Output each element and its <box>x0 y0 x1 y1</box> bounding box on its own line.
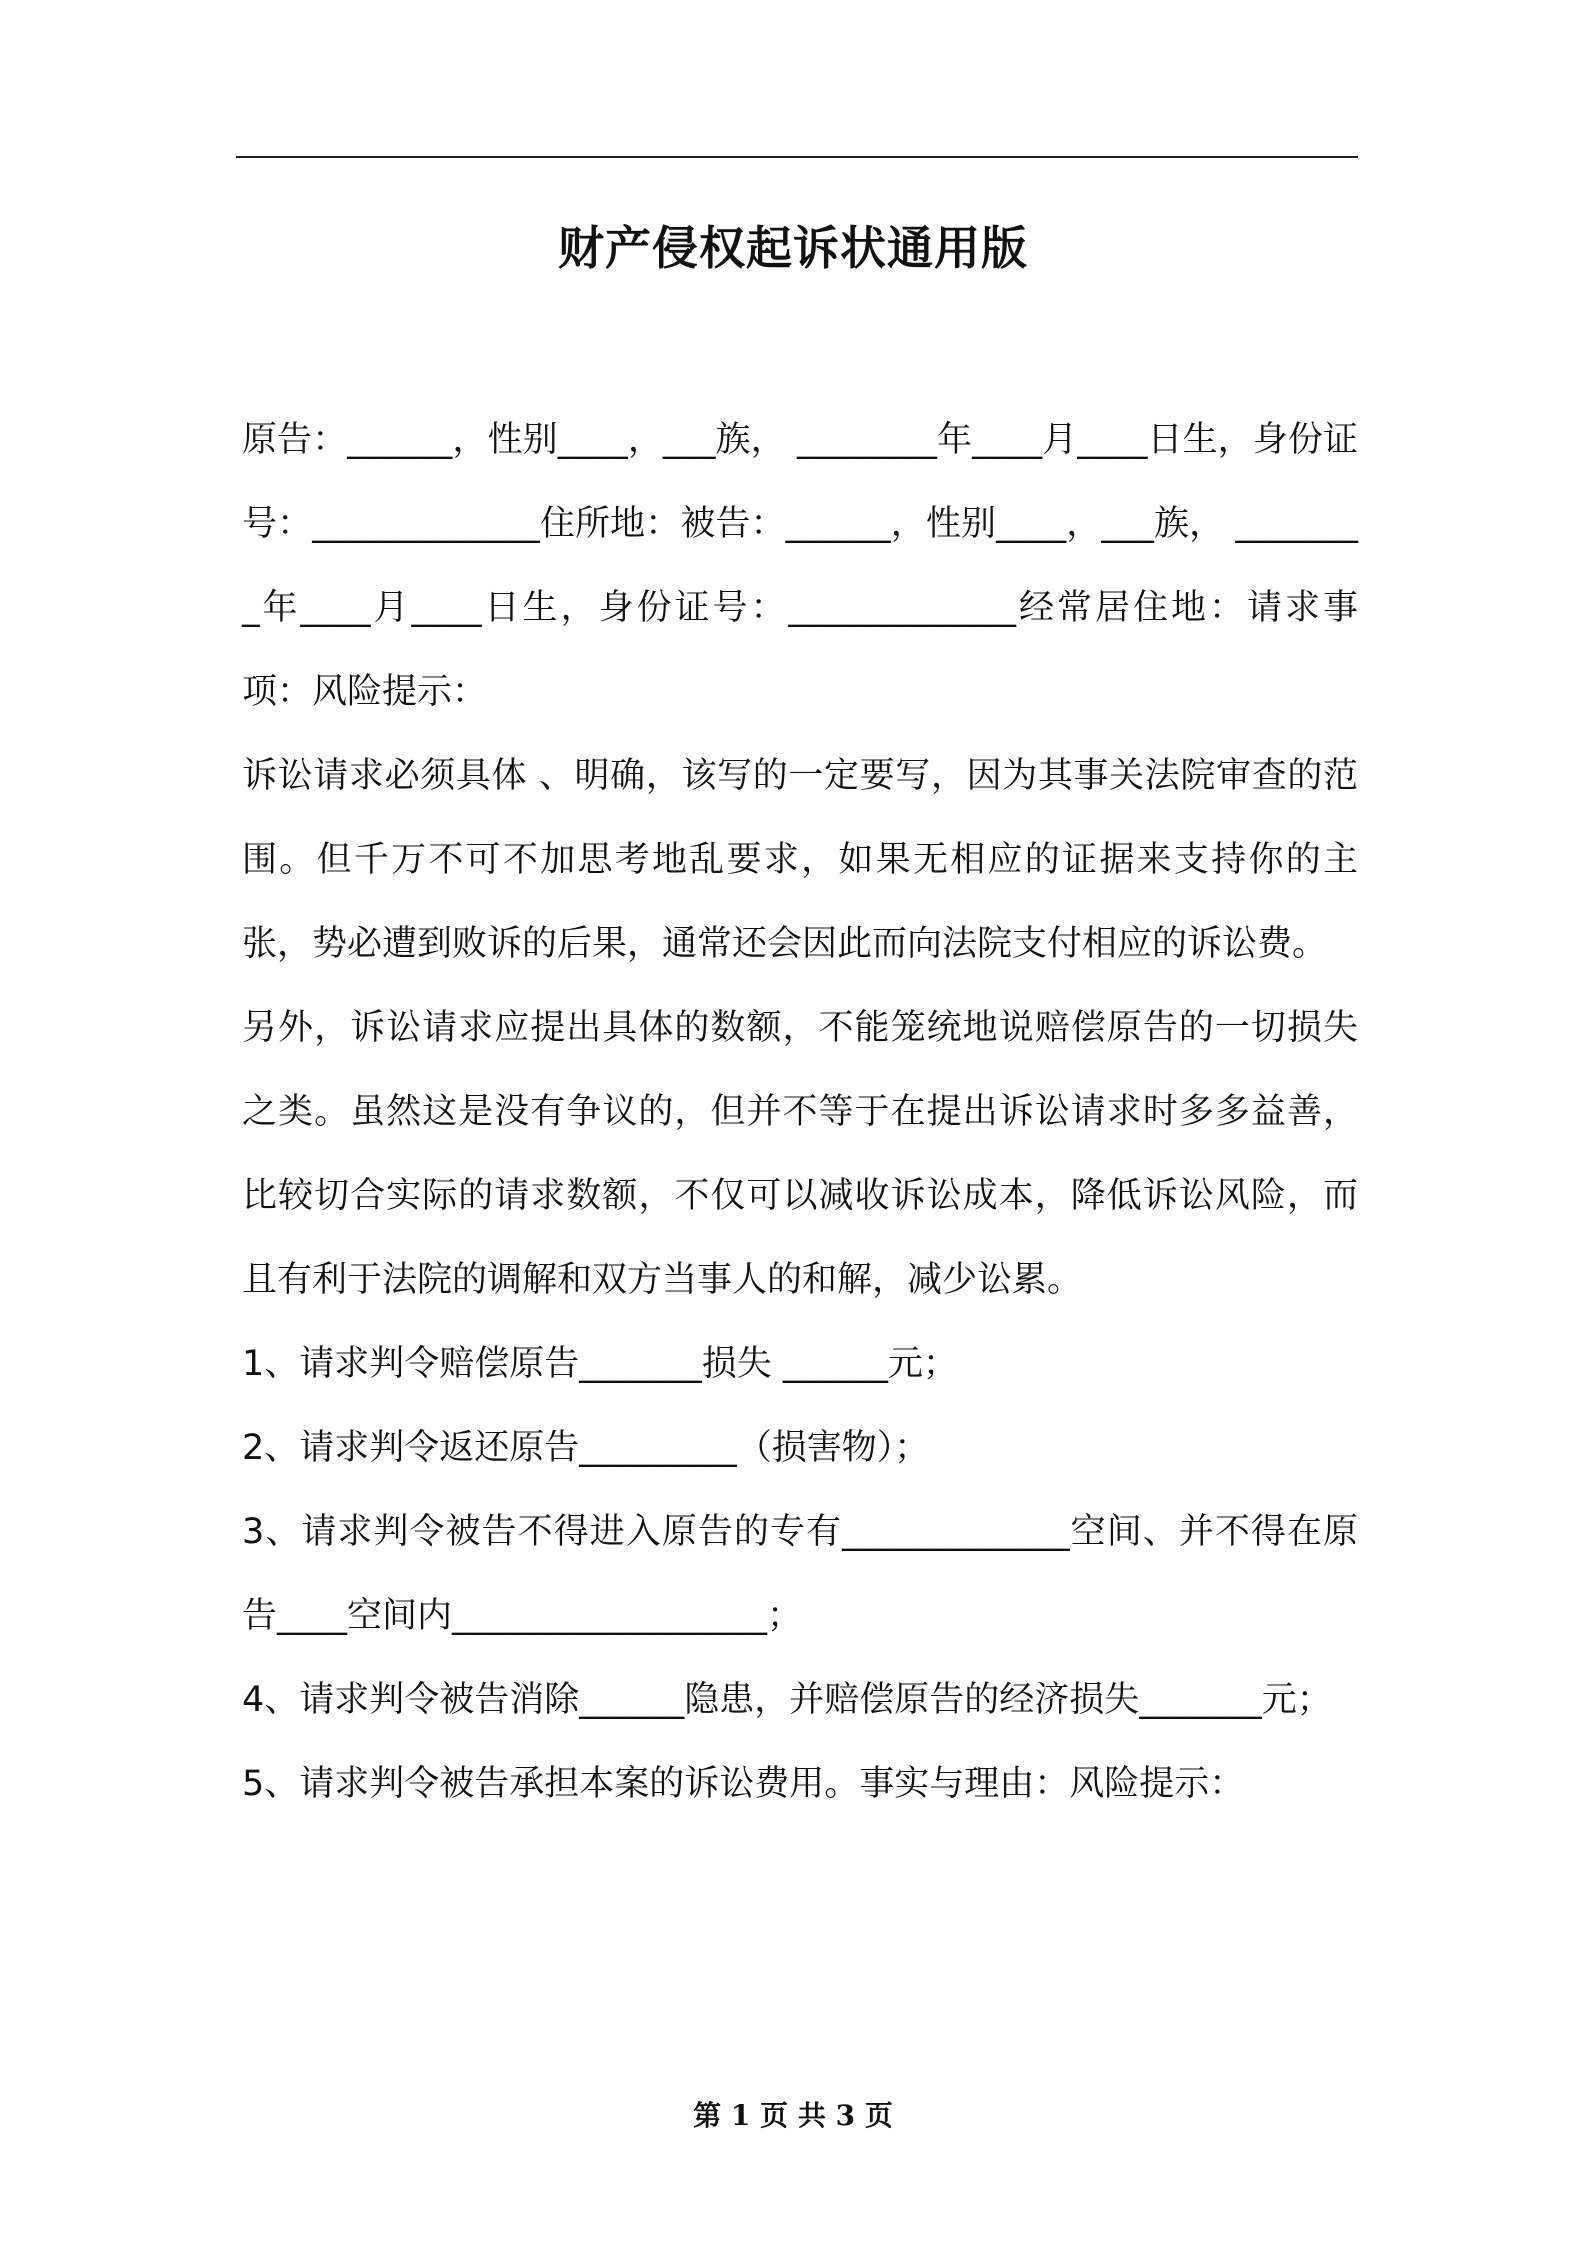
paragraph-risk-note-1: 诉讼请求必须具体 、明确，该写的一定要写，因为其事关法院审查的范围。但千万不可不加思考地乱要求，如果无相应的证据来支持你的主张，势必遭到败诉的后果，通常还会因此而向法院支付相应的诉讼费。 <box>242 756 1358 964</box>
page-number-footer: 第 1 页 共 3 页 <box>693 2099 893 2132</box>
claim-item-3: 3、请求判令被告不得进入原告的专有_____________空间、并不得在原告____空间内__________________； <box>242 1512 1358 1636</box>
document-body <box>242 398 1358 1826</box>
document-title: 财产侵权起诉状通用版 <box>558 221 1028 275</box>
header-rule <box>236 156 1358 158</box>
claim-item-5: 5、请求判令被告承担本案的诉讼费用。事实与理由：风险提示： <box>242 1764 1245 1804</box>
claim-item-1: 1、请求判令赔偿原告_______损失 ______元； <box>242 1344 958 1384</box>
paragraph-parties: 原告：______，性别____，___族， ________年____月____日生，身份证号：_____________住所地：被告：______，性别____，___族， ________年____月____日生，身份证号：_____________经常居住地：请求事项：风险提示： <box>242 420 1358 712</box>
claim-item-2: 2、请求判令返还原告_________（损害物）； <box>242 1428 930 1468</box>
claim-item-4: 4、请求判令被告消除______隐患，并赔偿原告的经济损失_______元； <box>242 1680 1332 1720</box>
paragraph-risk-note-2: 另外，诉讼请求应提出具体的数额，不能笼统地说赔偿原告的一切损失之类。虽然这是没有争议的，但并不等于在提出诉讼请求时多多益善，比较切合实际的请求数额，不仅可以减收诉讼成本，降低诉讼风险，而且有利于法院的调解和双方当事人的和解，减少讼累。 <box>242 1008 1358 1300</box>
